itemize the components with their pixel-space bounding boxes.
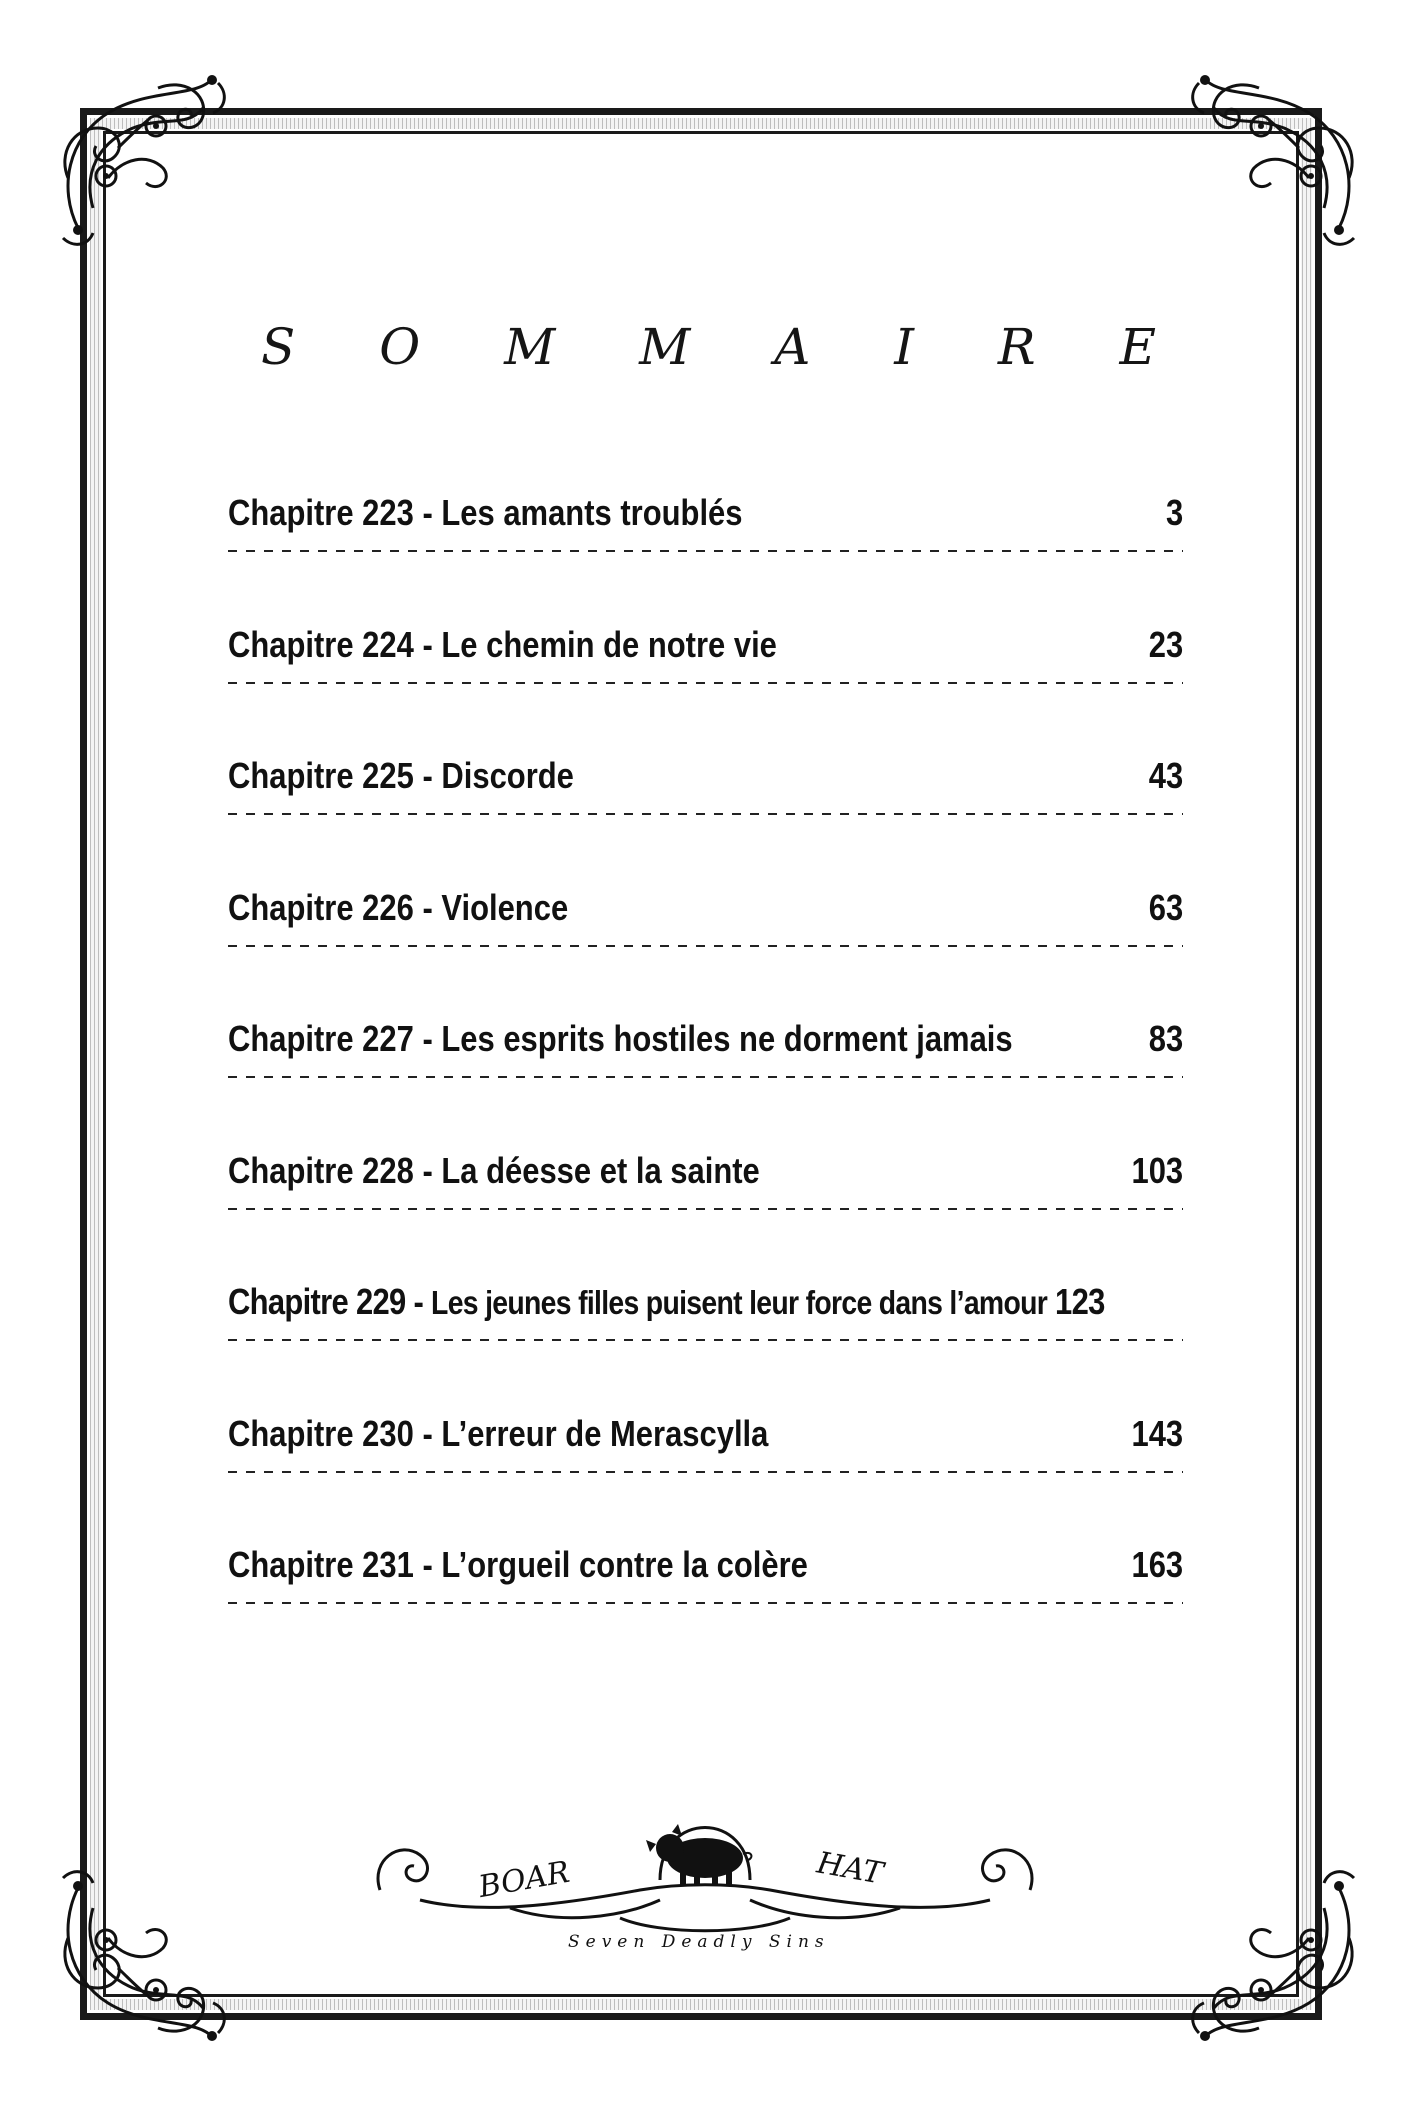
toc-separator: - <box>422 1544 433 1585</box>
toc-title: L’erreur de Merascylla <box>441 1412 769 1454</box>
toc-title: Discorde <box>441 755 574 796</box>
toc-entry-228[interactable] <box>228 1138 1183 1270</box>
corner-ornament-bottom-right <box>1169 1848 1379 2058</box>
dashed-divider <box>228 550 1183 552</box>
toc-chapter: Chapitre 226 <box>228 886 414 928</box>
toc-page-number: 143 <box>1131 1412 1184 1454</box>
scroll-ornament-icon <box>1169 58 1379 268</box>
toc-separator: - <box>413 1281 424 1322</box>
toc-entry-label <box>228 624 777 666</box>
toc-entry-227[interactable] <box>228 1006 1183 1138</box>
toc-page-number: 123 <box>1055 1281 1105 1322</box>
toc-entry-label <box>228 1544 808 1586</box>
toc-entry-label <box>228 887 568 929</box>
toc-title: Les jeunes filles puisent leur force dans l’amour <box>431 1284 1048 1321</box>
toc-page-number: 23 <box>1148 623 1184 665</box>
scroll-ornament-icon <box>38 58 248 268</box>
dashed-divider <box>228 1602 1183 1604</box>
logo-word-right: HAT <box>814 1845 886 1892</box>
toc-chapter: Chapitre 223 <box>228 492 414 533</box>
boar-hat-logo <box>360 1740 1050 1960</box>
toc-entry-label <box>228 1018 1013 1060</box>
scroll-ornament-icon <box>1169 1848 1379 2058</box>
toc-entry-label <box>228 1150 760 1192</box>
dashed-divider <box>228 1076 1183 1078</box>
toc-separator: - <box>422 1412 433 1454</box>
toc-entry-231[interactable] <box>228 1532 1183 1664</box>
toc-page-number: 103 <box>1131 1149 1184 1191</box>
toc-page-number: 63 <box>1148 886 1184 928</box>
toc-entry-230[interactable] <box>228 1401 1183 1533</box>
logo-word-left: BOAR <box>476 1854 573 1906</box>
dashed-divider <box>228 945 1183 947</box>
dashed-divider <box>228 1208 1183 1210</box>
toc-separator: - <box>422 755 433 796</box>
toc-title: Violence <box>441 886 569 928</box>
dashed-divider <box>228 813 1183 815</box>
toc-separator: - <box>422 492 433 533</box>
toc-separator: - <box>422 1149 433 1191</box>
toc-entry-label <box>228 1413 768 1455</box>
toc-entry-229[interactable] <box>228 1269 1183 1401</box>
logo-tagline: Seven Deadly Sins <box>568 1932 830 1952</box>
toc-entry-224[interactable] <box>228 612 1183 744</box>
dashed-divider <box>228 682 1183 684</box>
toc-entry-label <box>228 1281 1105 1323</box>
pig-icon <box>646 1824 751 1886</box>
toc-chapter: Chapitre 227 <box>228 1018 414 1059</box>
toc-title: La déesse et la sainte <box>441 1149 760 1191</box>
toc-title: L’orgueil contre la colère <box>441 1544 808 1585</box>
corner-ornament-top-left <box>38 58 248 268</box>
toc-page-number: 3 <box>1165 492 1184 533</box>
toc-title: Les amants troublés <box>441 492 743 533</box>
toc-page-number: 163 <box>1131 1544 1184 1585</box>
toc-separator: - <box>422 1018 433 1059</box>
toc-chapter: Chapitre 231 <box>228 1544 414 1585</box>
toc-entry-223[interactable] <box>228 480 1183 612</box>
toc-entry-225[interactable] <box>228 743 1183 875</box>
table-of-contents <box>228 480 1183 1664</box>
toc-chapter: Chapitre 229 <box>228 1281 406 1322</box>
toc-chapter: Chapitre 224 <box>228 623 414 665</box>
corner-ornament-top-right <box>1169 58 1379 268</box>
toc-chapter: Chapitre 228 <box>228 1149 414 1191</box>
toc-page-number: 83 <box>1148 1018 1184 1059</box>
toc-chapter: Chapitre 225 <box>228 755 414 796</box>
toc-separator: - <box>422 886 433 928</box>
page-title: S O M M A I R E <box>261 318 1190 376</box>
toc-entry-label <box>228 755 574 797</box>
toc-chapter: Chapitre 230 <box>228 1412 414 1454</box>
toc-entry-226[interactable] <box>228 875 1183 1007</box>
scroll-ornament-icon <box>38 1848 248 2058</box>
toc-separator: - <box>422 623 433 665</box>
corner-ornament-bottom-left <box>38 1848 248 2058</box>
toc-page-number: 43 <box>1148 755 1184 796</box>
toc-entry-label <box>228 492 742 534</box>
dashed-divider <box>228 1339 1183 1341</box>
toc-title: Les esprits hostiles ne dorment jamais <box>441 1018 1013 1059</box>
dashed-divider <box>228 1471 1183 1473</box>
toc-title: Le chemin de notre vie <box>441 623 777 665</box>
